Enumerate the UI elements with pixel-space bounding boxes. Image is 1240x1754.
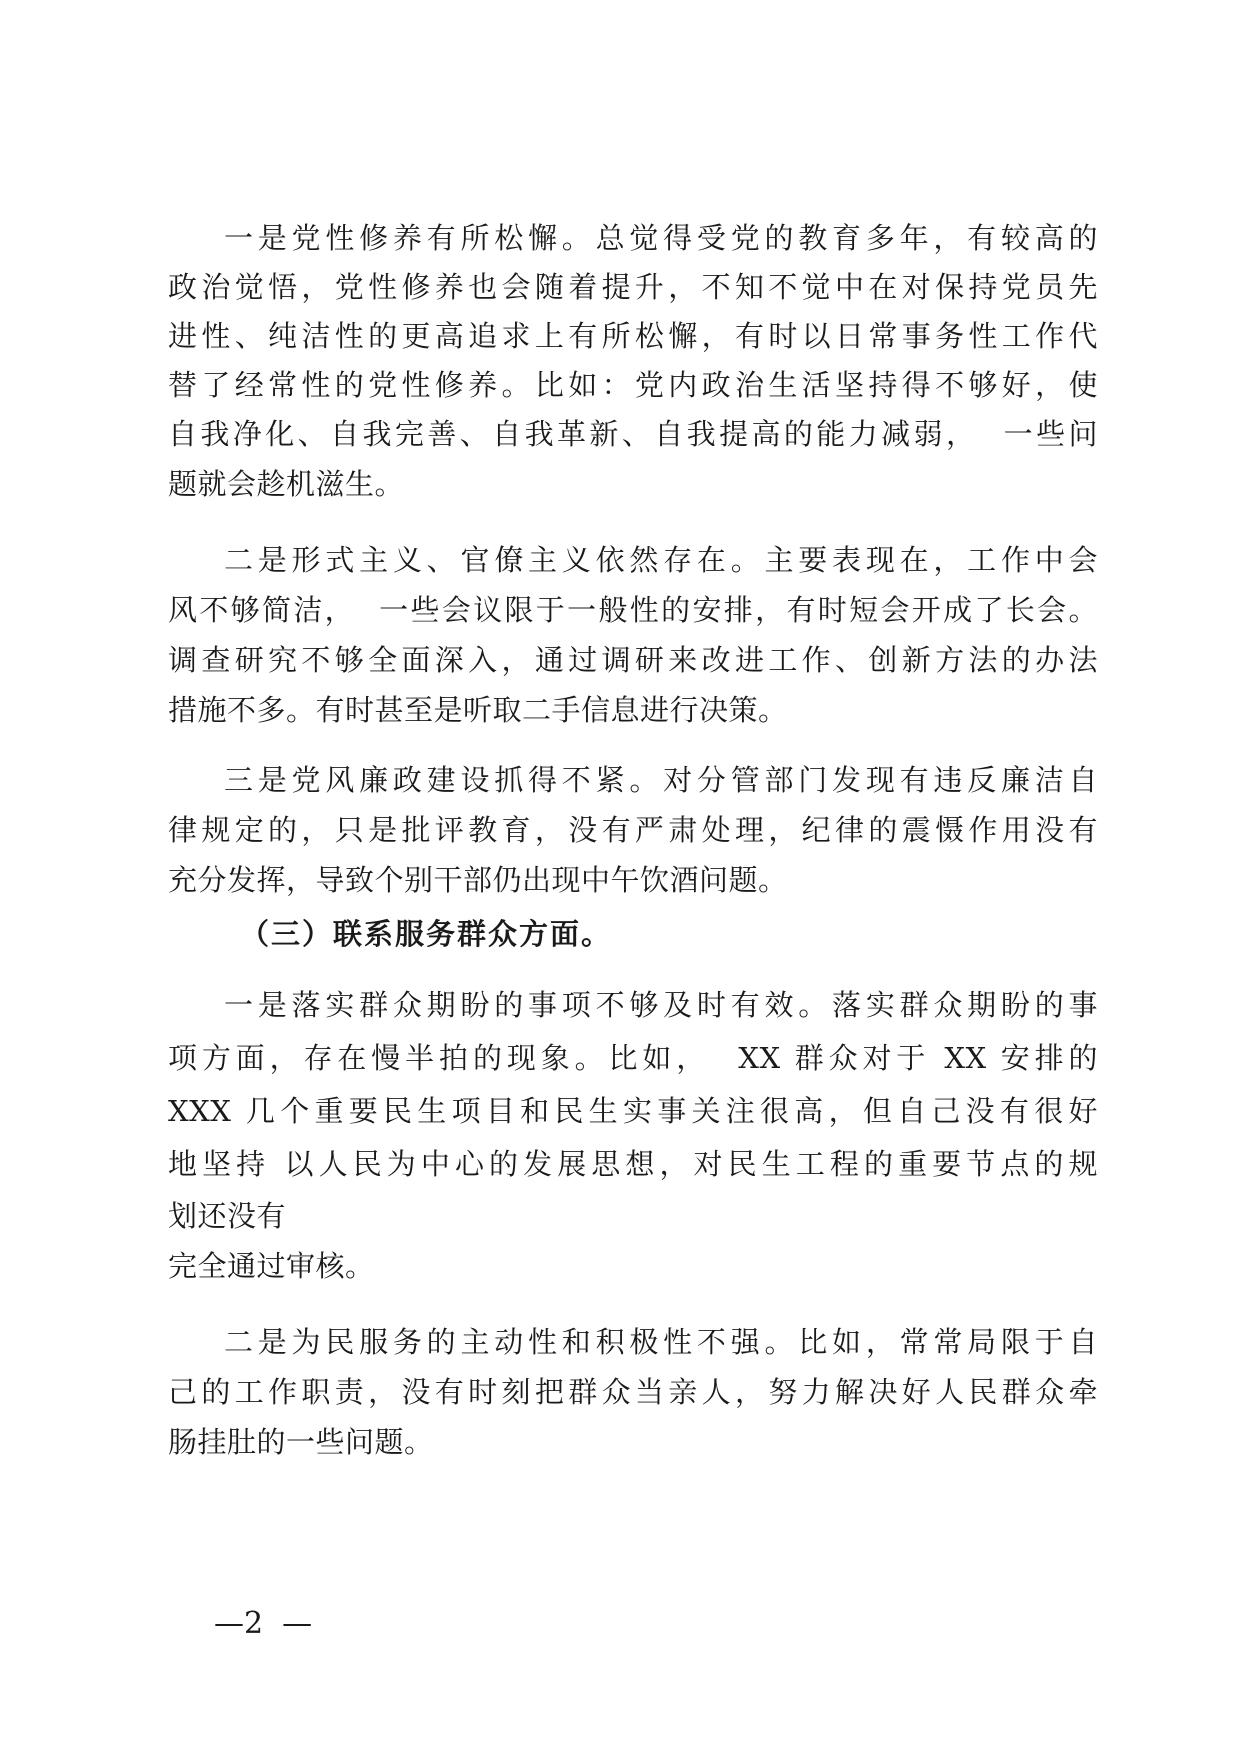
paragraph-2-line-1: 二是形式主义、官僚主义依然存在。主要表现在，工作中会	[168, 543, 1098, 577]
paragraph-2-line-2: 风不够简洁， 一些会议限于一般性的安排，有时短会开成了长会。	[168, 593, 1098, 627]
paragraph-1-line-1: 一是党性修养有所松懈。总觉得受党的教育多年，有较高的	[168, 221, 1098, 255]
paragraph-4-line-4: 地坚持 以人民为中心的发展思想，对民生工程的重要节点的规	[168, 1147, 1098, 1181]
paragraph-2-line-4: 措施不多。有时甚至是听取二手信息进行决策。	[168, 693, 788, 727]
paragraph-3-line-3: 充分发挥，导致个别干部仍出现中午饮酒问题。	[168, 863, 788, 897]
paragraph-4-line-2: 项方面，存在慢半拍的现象。比如， XX 群众对于 XX 安排的	[168, 1041, 1098, 1075]
paragraph-4-line-6: 完全通过审核。	[168, 1249, 375, 1283]
paragraph-5-line-1: 二是为民服务的主动性和积极性不强。比如，常常局限于自	[168, 1325, 1098, 1359]
paragraph-4-line-5: 划还没有	[168, 1199, 287, 1233]
paragraph-4-line-3: XXX 几个重要民生项目和民生实事关注很高，但自己没有很好	[168, 1094, 1098, 1128]
paragraph-5-line-2: 己的工作职责，没有时刻把群众当亲人，努力解决好人民群众牵	[168, 1375, 1098, 1409]
paragraph-2-line-3: 调查研究不够全面深入，通过调研来改进工作、创新方法的办法	[168, 643, 1098, 677]
paragraph-1-line-5: 自我净化、自我完善、自我革新、自我提高的能力减弱， 一些问	[168, 417, 1098, 451]
page-number: —2 —	[214, 1606, 313, 1641]
paragraph-1-line-2: 政治觉悟，党性修养也会随着提升，不知不觉中在对保持党员先	[168, 270, 1098, 304]
paragraph-3-line-2: 律规定的，只是批评教育，没有严肃处理，纪律的震慑作用没有	[168, 813, 1098, 847]
paragraph-3-line-1: 三是党风廉政建设抓得不紧。对分管部门发现有违反廉洁自	[168, 763, 1098, 797]
paragraph-5-line-3: 肠挂肚的一些问题。	[168, 1425, 434, 1459]
paragraph-1-line-6: 题就会趁机滋生。	[168, 467, 405, 501]
section-heading: （三）联系服务群众方面。	[240, 917, 613, 951]
paragraph-4-line-1: 一是落实群众期盼的事项不够及时有效。落实群众期盼的事	[168, 988, 1098, 1022]
paragraph-1-line-3: 进性、纯洁性的更高追求上有所松懈，有时以日常事务性工作代	[168, 319, 1098, 353]
paragraph-1-line-4: 替了经常性的党性修养。比如：党内政治生活坚持得不够好，使	[168, 368, 1098, 402]
